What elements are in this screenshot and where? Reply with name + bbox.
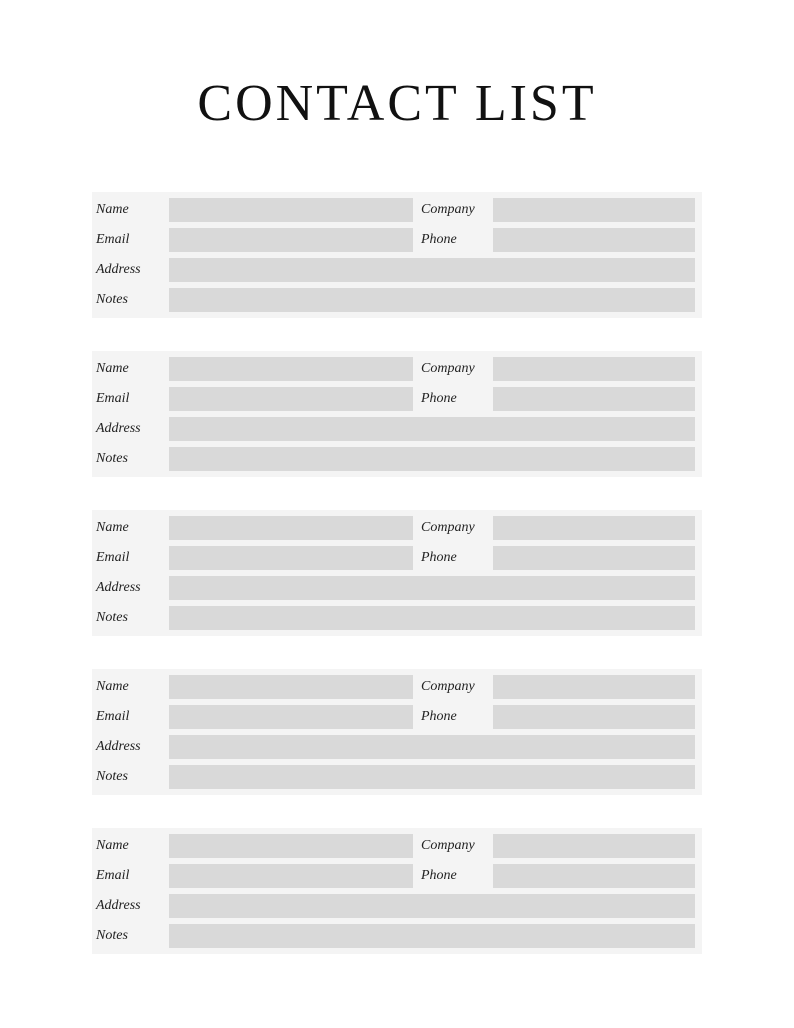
address-field[interactable] [169,576,695,600]
phone-field[interactable] [493,387,695,411]
name-label: Name [96,520,129,535]
name-field[interactable] [169,834,413,858]
address-field[interactable] [169,894,695,918]
phone-label: Phone [421,232,457,247]
address-label: Address [96,739,141,754]
name-label: Name [96,838,129,853]
name-field[interactable] [169,675,413,699]
contact-card [92,669,702,795]
company-field[interactable] [493,198,695,222]
contact-card [92,351,702,477]
notes-field[interactable] [169,765,695,789]
name-field[interactable] [169,516,413,540]
address-field[interactable] [169,735,695,759]
email-field[interactable] [169,864,413,888]
email-field[interactable] [169,228,413,252]
company-label: Company [421,202,475,217]
notes-label: Notes [96,451,128,466]
company-label: Company [421,679,475,694]
phone-field[interactable] [493,705,695,729]
email-label: Email [96,868,130,883]
name-label: Name [96,361,129,376]
notes-label: Notes [96,610,128,625]
notes-field[interactable] [169,288,695,312]
company-field[interactable] [493,675,695,699]
company-field[interactable] [493,834,695,858]
phone-label: Phone [421,550,457,565]
phone-label: Phone [421,391,457,406]
notes-label: Notes [96,928,128,943]
email-field[interactable] [169,705,413,729]
phone-label: Phone [421,868,457,883]
email-label: Email [96,709,130,724]
notes-field[interactable] [169,447,695,471]
email-label: Email [96,550,130,565]
notes-field[interactable] [169,606,695,630]
company-label: Company [421,361,475,376]
company-field[interactable] [493,516,695,540]
email-field[interactable] [169,546,413,570]
notes-field[interactable] [169,924,695,948]
name-field[interactable] [169,357,413,381]
address-field[interactable] [169,258,695,282]
address-label: Address [96,580,141,595]
company-label: Company [421,520,475,535]
company-label: Company [421,838,475,853]
address-field[interactable] [169,417,695,441]
name-label: Name [96,202,129,217]
phone-field[interactable] [493,228,695,252]
contact-card [92,510,702,636]
phone-label: Phone [421,709,457,724]
notes-label: Notes [96,292,128,307]
notes-label: Notes [96,769,128,784]
company-field[interactable] [493,357,695,381]
name-label: Name [96,679,129,694]
email-field[interactable] [169,387,413,411]
address-label: Address [96,262,141,277]
address-label: Address [96,898,141,913]
phone-field[interactable] [493,864,695,888]
contact-card [92,192,702,318]
name-field[interactable] [169,198,413,222]
email-label: Email [96,232,130,247]
contact-card [92,828,702,954]
page-title: CONTACT LIST [197,75,597,132]
phone-field[interactable] [493,546,695,570]
email-label: Email [96,391,130,406]
address-label: Address [96,421,141,436]
